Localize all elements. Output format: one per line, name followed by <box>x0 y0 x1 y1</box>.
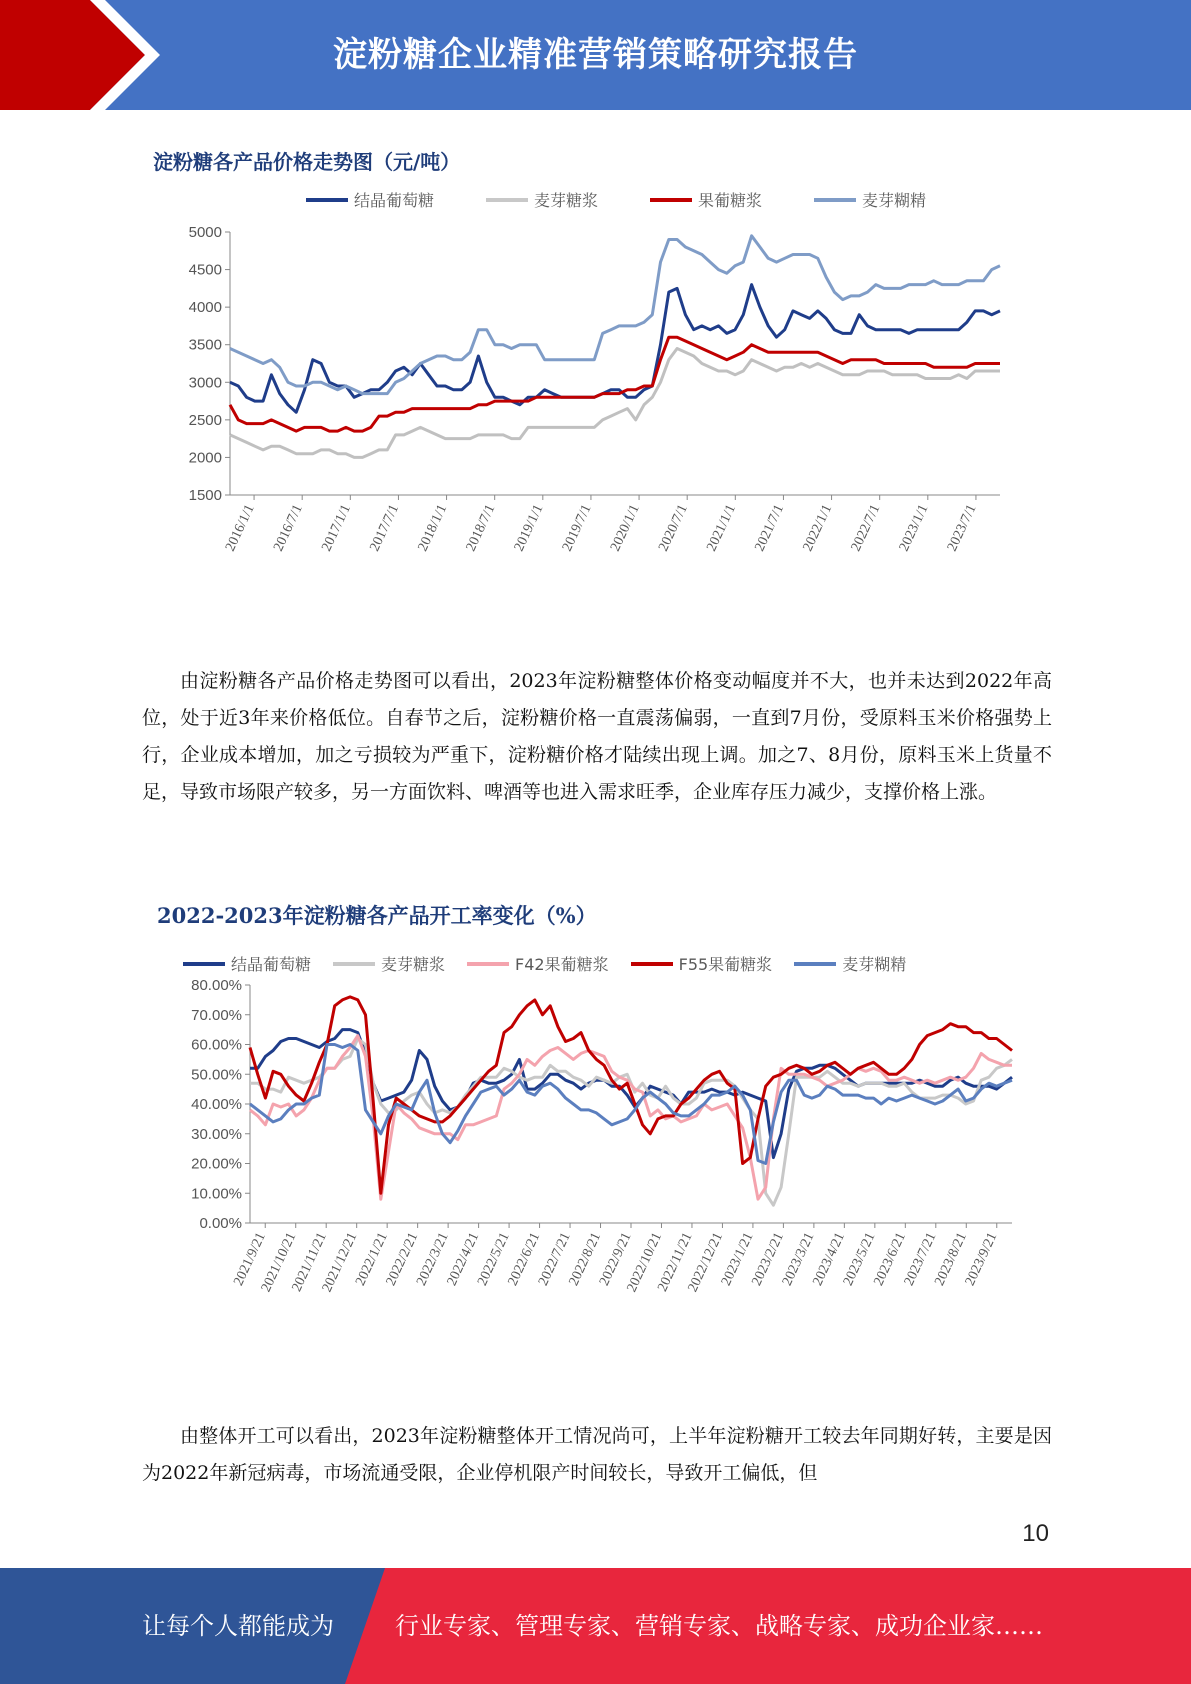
legend-label: 结晶葡萄糖 <box>231 955 312 974</box>
x-tick-label: 2018/1/1 <box>415 502 451 554</box>
x-tick-label: 2023/9/21 <box>962 1230 1001 1289</box>
legend-item <box>650 188 762 211</box>
header-title: 淀粉糖企业精准营销策略研究报告 <box>333 35 858 75</box>
x-tick-label: 2021/11/21 <box>289 1230 330 1295</box>
analysis-paragraph-1: 由淀粉糖各产品价格走势图可以看出，2023年淀粉糖整体价格变动幅度并不大，也并未达到2022年高位，处于近3年来价格低位。自春节之后，淀粉糖价格一直震荡偏弱，一直到7月份，受原料玉米价格强势上行，企业成本增加，加之亏损较为严重下，淀粉糖价格才陆续出现上调。加之7、8月份，原料玉米上货量不足，导致市场限产较多，另一方面饮料、啤酒等也进入需求旺季，企业库存压力减少，支撑价格上涨。 <box>142 670 1052 803</box>
series-line <box>230 337 1000 431</box>
y-tick-label: 60.00% <box>191 1036 242 1054</box>
y-tick-label: 80.00% <box>191 977 242 994</box>
price-trend-chart <box>150 215 1020 595</box>
series-line <box>250 1036 1012 1200</box>
chart2-title: 2022-2023年淀粉糖各产品开工率变化（%） <box>157 903 597 928</box>
x-tick-label: 2022/9/21 <box>597 1230 635 1289</box>
legend-swatch <box>333 962 375 966</box>
legend-label: 果葡糖浆 <box>698 191 763 210</box>
x-tick-label: 2022/2/21 <box>383 1230 422 1289</box>
y-tick-label: 10.00% <box>191 1185 242 1203</box>
chart1-title: 淀粉糖各产品价格走势图（元/吨） <box>153 150 461 174</box>
page-number: 10 <box>1022 1520 1049 1547</box>
y-tick-label: 2500 <box>188 411 222 429</box>
legend-label: F55果葡糖浆 <box>678 955 773 974</box>
y-tick-label: 50.00% <box>191 1066 242 1084</box>
y-tick-label: 1500 <box>188 487 222 504</box>
x-tick-label: 2023/8/21 <box>932 1230 970 1289</box>
operating-rate-chart <box>150 970 1040 1350</box>
legend-label: F42果葡糖浆 <box>515 955 609 974</box>
x-tick-label: 2016/1/1 <box>223 502 258 554</box>
y-tick-label: 3500 <box>188 336 222 354</box>
analysis-paragraph-2: 由整体开工可以看出，2023年淀粉糖整体开工情况尚可，上半年淀粉糖开工较去年同期好转，主要是因为2022年新冠病毒，市场流通受限，企业停机限产时间较长，导致开工偏低，但 <box>142 1425 1052 1484</box>
x-tick-label: 2021/7/1 <box>752 502 788 554</box>
legend-item <box>486 188 598 211</box>
x-tick-label: 2022/12/21 <box>685 1230 727 1295</box>
page-footer <box>0 1568 1191 1684</box>
x-tick-label: 2023/6/21 <box>871 1230 909 1289</box>
x-tick-label: 2022/3/21 <box>414 1230 452 1289</box>
page-header <box>0 0 1191 110</box>
legend-label: 麦芽糊精 <box>862 191 927 210</box>
x-tick-label: 2018/7/1 <box>463 502 499 554</box>
legend-label: 结晶葡萄糖 <box>354 191 435 210</box>
x-tick-label: 2021/10/21 <box>258 1230 300 1295</box>
y-tick-label: 2000 <box>188 449 222 467</box>
y-tick-label: 70.00% <box>191 1006 242 1024</box>
footer-slogan-right: 行业专家、管理专家、营销专家、战略专家、成功企业家…… <box>395 1612 1043 1640</box>
chart1-legend <box>306 188 926 211</box>
legend-swatch <box>467 962 509 966</box>
x-tick-label: 2023/1/21 <box>718 1230 757 1289</box>
x-tick-label: 2017/7/1 <box>367 502 403 554</box>
x-tick-label: 2017/1/1 <box>319 502 354 554</box>
y-tick-label: 20.00% <box>191 1155 242 1173</box>
x-tick-label: 2022/7/1 <box>848 502 884 554</box>
legend-label: 麦芽糖浆 <box>381 955 446 974</box>
y-tick-label: 30.00% <box>191 1125 242 1143</box>
legend-swatch <box>306 198 348 202</box>
series-line <box>250 1045 1012 1164</box>
y-tick-label: 40.00% <box>191 1096 242 1113</box>
x-tick-label: 2022/7/21 <box>536 1230 574 1289</box>
x-tick-label: 2023/5/21 <box>840 1230 879 1289</box>
legend-label: 麦芽糖浆 <box>534 191 599 210</box>
x-tick-label: 2016/7/1 <box>271 502 306 554</box>
legend-swatch <box>794 962 836 966</box>
legend-swatch <box>183 962 225 966</box>
x-tick-label: 2022/1/1 <box>800 502 836 554</box>
x-tick-label: 2022/1/21 <box>353 1230 391 1289</box>
legend-swatch <box>486 198 528 202</box>
x-tick-label: 2022/10/21 <box>624 1230 666 1295</box>
legend-swatch <box>631 962 673 966</box>
x-tick-label: 2023/7/1 <box>944 502 980 554</box>
y-tick-label: 5000 <box>188 224 222 241</box>
y-tick-label: 3000 <box>188 374 222 392</box>
legend-swatch <box>814 198 856 202</box>
x-tick-label: 2021/1/1 <box>704 502 739 554</box>
y-tick-label: 4500 <box>188 261 222 279</box>
x-tick-label: 2019/1/1 <box>511 502 547 554</box>
x-tick-label: 2022/6/21 <box>505 1230 544 1289</box>
series-line <box>250 1039 1012 1206</box>
x-tick-label: 2022/4/21 <box>444 1230 483 1289</box>
x-tick-label: 2021/12/21 <box>319 1230 361 1295</box>
legend-swatch <box>650 198 692 202</box>
x-tick-label: 2019/7/1 <box>559 502 595 554</box>
x-tick-label: 2021/9/21 <box>231 1230 269 1289</box>
x-tick-label: 2022/11/21 <box>655 1230 696 1295</box>
y-tick-label: 4000 <box>188 299 222 317</box>
legend-label: 麦芽糊精 <box>842 955 907 974</box>
x-tick-label: 2023/3/21 <box>779 1230 818 1289</box>
x-tick-label: 2023/2/21 <box>749 1230 788 1289</box>
footer-slogan-left: 让每个人都能成为 <box>142 1612 334 1640</box>
x-tick-label: 2023/7/21 <box>901 1230 940 1289</box>
x-tick-label: 2020/1/1 <box>608 502 643 554</box>
legend-item <box>814 188 926 211</box>
x-tick-label: 2023/1/1 <box>896 502 932 554</box>
x-tick-label: 2022/5/21 <box>475 1230 513 1289</box>
x-tick-label: 2022/8/21 <box>566 1230 605 1289</box>
legend-item <box>306 188 434 211</box>
x-tick-label: 2020/7/1 <box>656 502 691 554</box>
y-tick-label: 0.00% <box>199 1215 242 1232</box>
x-tick-label: 2023/4/21 <box>810 1230 848 1289</box>
